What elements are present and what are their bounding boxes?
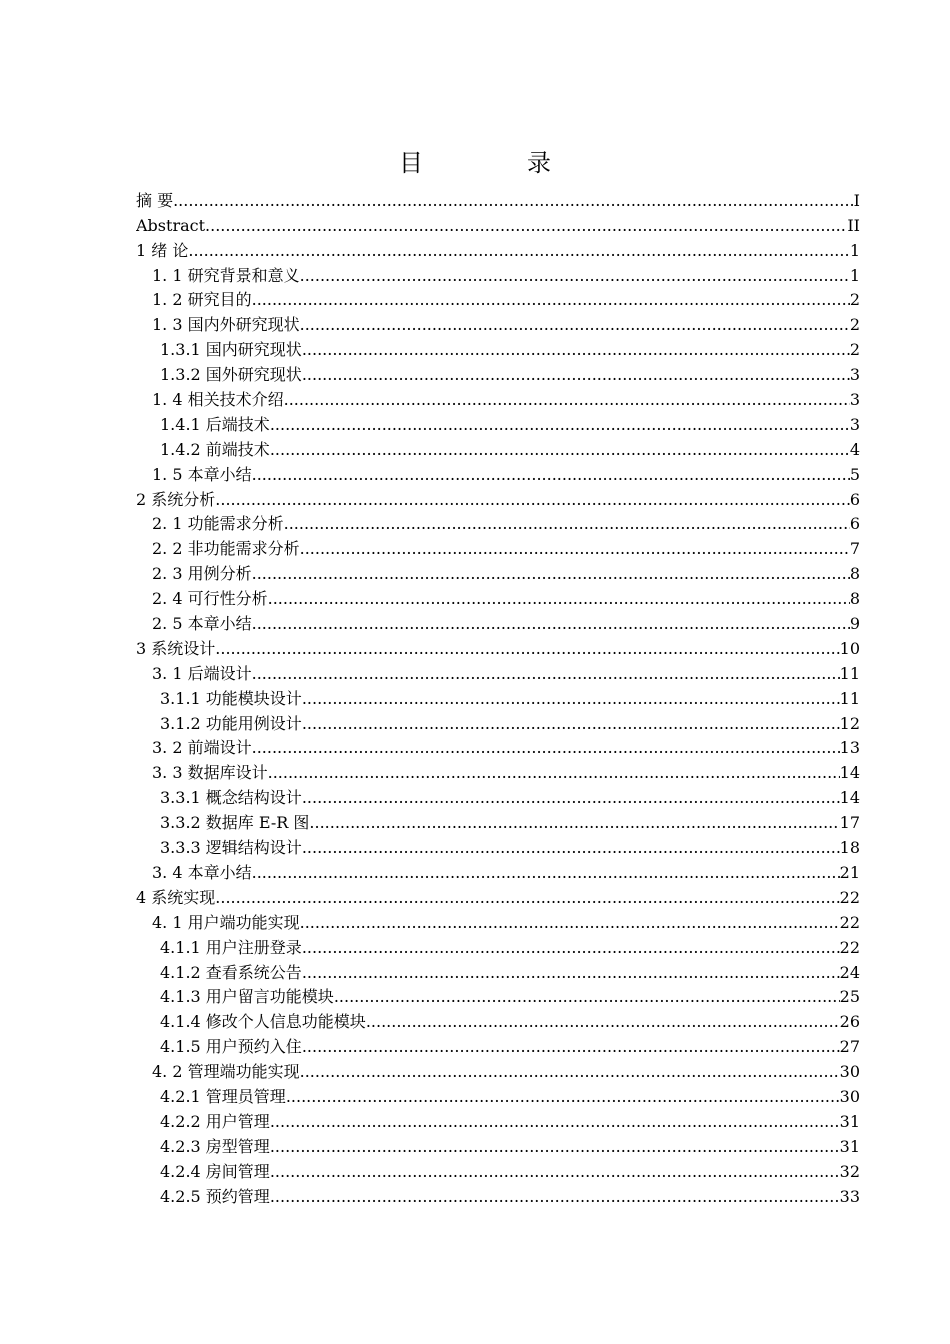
toc-entry-label: 2. 2 非功能需求分析 <box>152 539 300 559</box>
toc-entry[interactable] <box>136 261 860 286</box>
toc-entry[interactable] <box>136 1082 860 1107</box>
toc-dot-leader <box>215 639 839 659</box>
toc-entry-label: 4.1.2 查看系统公告 <box>160 962 302 982</box>
toc-entry-label: 3.3.1 概念结构设计 <box>160 788 302 808</box>
toc-entry[interactable] <box>136 734 860 759</box>
toc-entry-label: 2. 1 功能需求分析 <box>152 514 284 534</box>
toc-entry[interactable] <box>136 758 860 783</box>
toc-entry-label: 4.1.5 用户预约入住 <box>160 1037 302 1057</box>
toc-dot-leader <box>188 241 849 261</box>
toc-page-number: 21 <box>839 862 860 882</box>
toc-entry[interactable] <box>136 534 860 559</box>
toc-dot-leader <box>300 539 850 559</box>
toc-page-number: 1 <box>849 265 860 285</box>
toc-dot-leader <box>270 1187 840 1207</box>
toc-entry[interactable] <box>136 310 860 335</box>
toc-entry-label: 3.3.2 数据库 E-R 图 <box>160 813 310 833</box>
toc-entry-label: 4.2.1 管理员管理 <box>160 1086 286 1106</box>
toc-dot-leader <box>334 987 840 1007</box>
toc-entry[interactable] <box>136 211 860 236</box>
toc-entry[interactable] <box>136 634 860 659</box>
toc-dot-leader <box>284 390 850 410</box>
toc-dot-leader <box>302 838 840 858</box>
toc-page-number: 22 <box>839 937 860 957</box>
toc-dot-leader <box>252 465 850 485</box>
toc-page-number: 13 <box>839 738 860 758</box>
toc-page-number: 3 <box>849 365 860 385</box>
toc-entry-label: 1. 3 国内外研究现状 <box>152 315 300 335</box>
toc-entry[interactable] <box>136 833 860 858</box>
toc-entry[interactable] <box>136 1107 860 1132</box>
toc-entry-label: 4.2.5 预约管理 <box>160 1186 270 1206</box>
toc-dot-leader <box>302 963 840 983</box>
toc-entry[interactable] <box>136 858 860 883</box>
toc-dot-leader <box>284 514 850 534</box>
toc-dot-leader <box>300 1062 840 1082</box>
toc-entry[interactable] <box>136 783 860 808</box>
toc-entry[interactable] <box>136 286 860 311</box>
toc-dot-leader <box>270 1137 840 1157</box>
toc-page-number: 32 <box>839 1161 860 1181</box>
toc-dot-leader <box>205 216 847 236</box>
toc-entry-label: 1. 2 研究目的 <box>152 290 252 310</box>
toc-dot-leader <box>252 738 840 758</box>
toc-entry[interactable] <box>136 1007 860 1032</box>
toc-entry[interactable] <box>136 510 860 535</box>
toc-entry-label: 4.2.4 房间管理 <box>160 1161 270 1181</box>
toc-dot-leader <box>252 290 850 310</box>
toc-entry[interactable] <box>136 883 860 908</box>
toc-dot-leader <box>302 714 840 734</box>
toc-entry-label: 3.1.1 功能模块设计 <box>160 688 302 708</box>
toc-dot-leader <box>286 1087 840 1107</box>
toc-entry-label: 3 系统设计 <box>136 638 216 658</box>
toc-dot-leader <box>215 490 850 510</box>
toc-page-number: I <box>853 190 860 210</box>
toc-page-number: 11 <box>839 663 860 683</box>
toc-page-number: 14 <box>839 763 860 783</box>
toc-page-number: 25 <box>839 987 860 1007</box>
toc-dot-leader <box>270 415 850 435</box>
toc-entry-label: 4.2.2 用户管理 <box>160 1111 270 1131</box>
toc-dot-leader <box>300 913 840 933</box>
toc-entry-label: 1.3.1 国内研究现状 <box>160 340 302 360</box>
toc-page-number: 14 <box>839 788 860 808</box>
toc-page-number: 33 <box>839 1186 860 1206</box>
toc-dot-leader <box>252 614 850 634</box>
toc-entry-label: 4.1.3 用户留言功能模块 <box>160 987 334 1007</box>
toc-page-number: 27 <box>839 1037 860 1057</box>
toc-page-number: 2 <box>849 315 860 335</box>
toc-entry[interactable] <box>136 1182 860 1207</box>
toc-entry-label: 2. 4 可行性分析 <box>152 589 268 609</box>
toc-entry-label: 4 系统实现 <box>136 887 216 907</box>
toc-dot-leader <box>302 938 840 958</box>
toc-entry-label: 2. 5 本章小结 <box>152 614 252 634</box>
toc-page-number: 6 <box>849 489 860 509</box>
toc-entry-label: 1. 1 研究背景和意义 <box>152 265 300 285</box>
toc-entry-label: Abstract <box>136 215 206 235</box>
toc-entry[interactable] <box>136 958 860 983</box>
toc-page-number: 26 <box>839 1012 860 1032</box>
toc-dot-leader <box>252 664 840 684</box>
toc-entry-label: 2 系统分析 <box>136 489 216 509</box>
toc-entry[interactable] <box>136 709 860 734</box>
toc-dot-leader <box>366 1012 840 1032</box>
toc-entry[interactable] <box>136 1157 860 1182</box>
toc-entry[interactable] <box>136 435 860 460</box>
toc-entry[interactable] <box>136 808 860 833</box>
toc-entry[interactable] <box>136 684 860 709</box>
toc-page-number: 9 <box>849 614 860 634</box>
toc-entry[interactable] <box>136 933 860 958</box>
toc-page-number: 30 <box>839 1062 860 1082</box>
toc-page-number: 6 <box>849 514 860 534</box>
toc-entry[interactable] <box>136 609 860 634</box>
toc-entry-label: 1 绪 论 <box>136 240 189 260</box>
toc-page-number: II <box>847 215 860 235</box>
toc-entry-label: 4. 2 管理端功能实现 <box>152 1062 300 1082</box>
toc-page-number: 2 <box>849 290 860 310</box>
toc-dot-leader <box>270 1162 840 1182</box>
toc-entry-label: 3.3.3 逻辑结构设计 <box>160 838 302 858</box>
toc-dot-leader <box>270 1112 840 1132</box>
toc-dot-leader <box>268 763 840 783</box>
toc-entry[interactable] <box>136 559 860 584</box>
toc-page-number: 2 <box>849 340 860 360</box>
toc-page-number: 24 <box>839 962 860 982</box>
toc-entry-label: 4.1.4 修改个人信息功能模块 <box>160 1012 366 1032</box>
toc-entry[interactable] <box>136 983 860 1008</box>
toc-dot-leader <box>268 589 850 609</box>
toc-dot-leader <box>302 340 850 360</box>
toc-page-number: 8 <box>849 589 860 609</box>
toc-entry-label: 4.1.1 用户注册登录 <box>160 937 302 957</box>
toc-dot-leader <box>270 440 850 460</box>
toc-entry[interactable] <box>136 584 860 609</box>
toc-entry-label: 3.1.2 功能用例设计 <box>160 713 302 733</box>
toc-dot-leader <box>252 863 840 883</box>
toc-entry-label: 1. 4 相关技术介绍 <box>152 390 284 410</box>
toc-entry-label: 1. 5 本章小结 <box>152 464 252 484</box>
toc-page-number: 18 <box>839 838 860 858</box>
toc-dot-leader <box>252 564 850 584</box>
toc-entry[interactable] <box>136 908 860 933</box>
toc-entry-label: 4.2.3 房型管理 <box>160 1136 270 1156</box>
toc-page-number: 8 <box>849 564 860 584</box>
toc-page-number: 31 <box>839 1136 860 1156</box>
toc-dot-leader <box>215 888 839 908</box>
toc-entry[interactable] <box>136 360 860 385</box>
toc-entry[interactable] <box>136 335 860 360</box>
toc-title: 目 录 <box>399 149 591 177</box>
toc-list <box>136 186 860 1207</box>
toc-entry[interactable] <box>136 410 860 435</box>
toc-page-number: 31 <box>839 1111 860 1131</box>
toc-entry-label: 摘 要 <box>136 190 174 210</box>
toc-entry-label: 1.4.2 前端技术 <box>160 439 270 459</box>
toc-entry[interactable] <box>136 1057 860 1082</box>
toc-entry-label: 3. 1 后端设计 <box>152 663 252 683</box>
toc-entry[interactable] <box>136 236 860 261</box>
toc-entry-label: 4. 1 用户端功能实现 <box>152 912 300 932</box>
toc-page-number: 5 <box>849 464 860 484</box>
toc-page-number: 3 <box>849 390 860 410</box>
toc-entry-label: 3. 2 前端设计 <box>152 738 252 758</box>
toc-entry-label: 1.3.2 国外研究现状 <box>160 365 302 385</box>
toc-entry-label: 2. 3 用例分析 <box>152 564 252 584</box>
toc-page-number: 7 <box>849 539 860 559</box>
toc-dot-leader <box>302 788 840 808</box>
toc-page-number: 22 <box>839 887 860 907</box>
toc-entry-label: 3. 4 本章小结 <box>152 862 252 882</box>
toc-dot-leader <box>309 813 839 833</box>
toc-entry[interactable] <box>136 460 860 485</box>
toc-dot-leader <box>300 315 850 335</box>
toc-dot-leader <box>302 365 850 385</box>
toc-page-number: 22 <box>839 912 860 932</box>
toc-entry-label: 1.4.1 后端技术 <box>160 414 270 434</box>
toc-entry[interactable] <box>136 659 860 684</box>
toc-entry[interactable] <box>136 485 860 510</box>
toc-dot-leader <box>302 689 840 709</box>
toc-page-number: 11 <box>839 688 860 708</box>
toc-dot-leader <box>302 1037 840 1057</box>
toc-page-number: 3 <box>849 414 860 434</box>
toc-entry-label: 3. 3 数据库设计 <box>152 763 268 783</box>
toc-page-number: 30 <box>839 1086 860 1106</box>
toc-page-number: 4 <box>849 439 860 459</box>
toc-dot-leader <box>300 266 850 286</box>
toc-entry[interactable] <box>136 1132 860 1157</box>
toc-entry[interactable] <box>136 1032 860 1057</box>
toc-page-number: 12 <box>839 713 860 733</box>
toc-entry[interactable] <box>136 385 860 410</box>
toc-entry[interactable] <box>136 186 860 211</box>
toc-dot-leader <box>173 191 854 211</box>
toc-page-number: 1 <box>849 240 860 260</box>
toc-page-number: 10 <box>839 638 860 658</box>
toc-page-number: 17 <box>839 813 860 833</box>
